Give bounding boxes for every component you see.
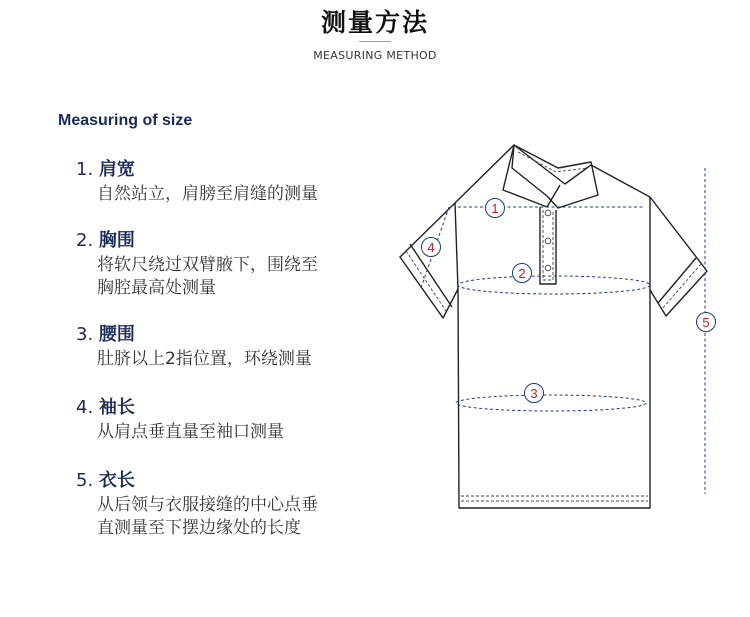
- shirt-body-outline: [400, 145, 710, 508]
- marker-1: [486, 199, 505, 218]
- item-desc-line: 从后领与衣服接缝的中心点垂: [97, 495, 318, 515]
- svg-text:1: 1: [491, 201, 499, 216]
- item-name: 袖长: [98, 397, 135, 418]
- item-name: 肩宽: [98, 159, 135, 180]
- marker-2: [513, 264, 532, 283]
- placket-stitch: [543, 210, 553, 280]
- right-cuff-stitch: [662, 264, 701, 309]
- item-number: 3.: [76, 324, 94, 345]
- button-icon: [545, 210, 551, 216]
- hem-stitch: [461, 496, 648, 501]
- svg-text:5: 5: [702, 315, 710, 330]
- chest-ellipse: [458, 276, 650, 294]
- button-icon: [545, 238, 551, 244]
- svg-text:4: 4: [427, 240, 435, 255]
- item-name: 衣长: [98, 470, 135, 491]
- svg-text:3: 3: [530, 386, 538, 401]
- left-sleeve-seam: [455, 203, 458, 289]
- marker-3: [525, 384, 544, 403]
- marker-4: [422, 238, 441, 257]
- item-desc-line: 直测量至下摆边缘处的长度: [97, 518, 301, 538]
- item-number: 4.: [76, 397, 94, 418]
- page-title: 测量方法: [320, 8, 429, 37]
- section-heading: Measuring of size: [58, 112, 193, 129]
- right-cuff: [658, 258, 696, 303]
- page-subtitle: MEASURING METHOD: [313, 49, 437, 62]
- svg-text:2: 2: [518, 266, 526, 281]
- placket: [540, 207, 556, 284]
- button-icon: [545, 265, 551, 271]
- item-desc-line: 从肩点垂直量至袖口测量: [97, 422, 284, 442]
- item-desc-line: 肚脐以上2指位置，环绕测量: [97, 349, 312, 369]
- item-name: 腰围: [98, 324, 135, 345]
- collar-stitch: [518, 152, 587, 172]
- item-number: 1.: [76, 159, 94, 180]
- item-number: 5.: [76, 470, 94, 491]
- marker-5: [697, 313, 716, 332]
- item-desc-line: 将软尺绕过双臂腋下，围绕至: [97, 255, 318, 275]
- item-desc-line: 自然站立，肩膀至肩缝的测量: [97, 184, 318, 204]
- waist-ellipse: [456, 395, 646, 411]
- item-name: 胸围: [98, 230, 135, 251]
- left-cuff-stitch: [406, 251, 446, 311]
- item-number: 2.: [76, 230, 94, 251]
- item-desc-line: 胸腔最高处测量: [97, 278, 216, 298]
